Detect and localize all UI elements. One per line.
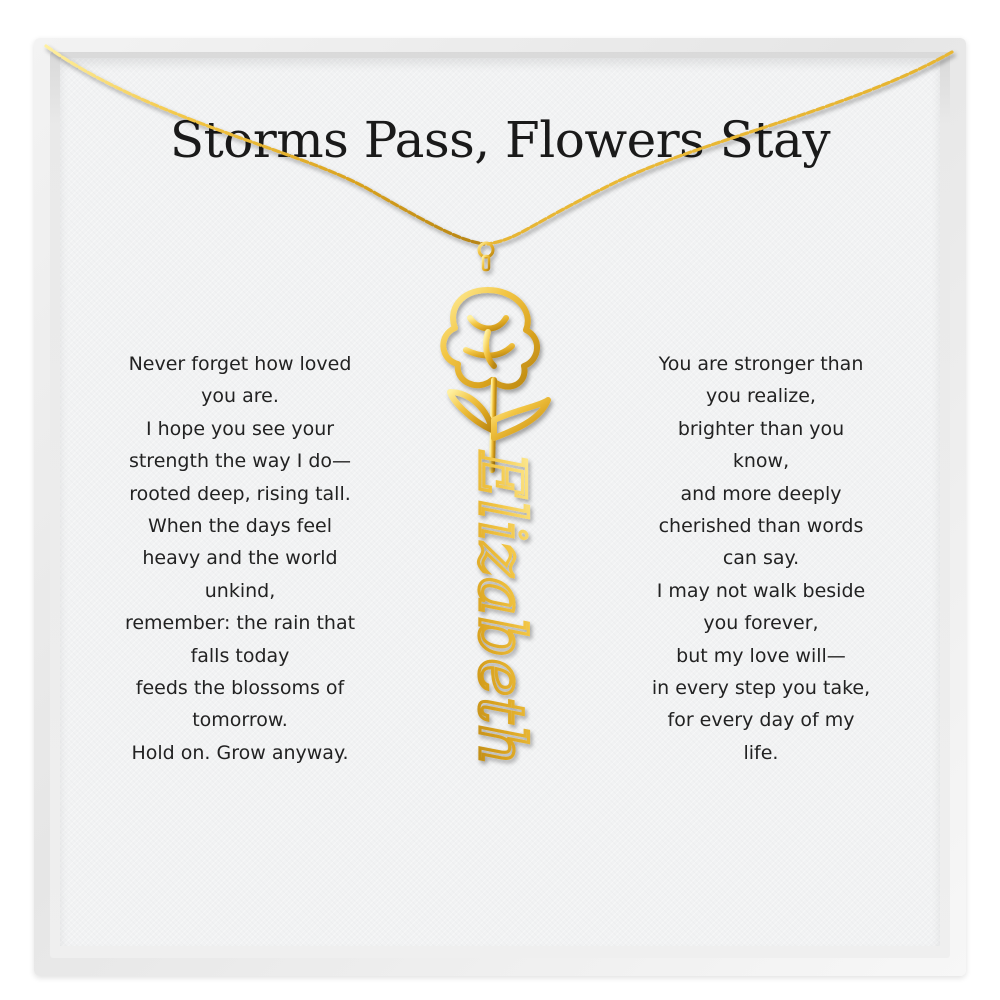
verse-line: strength the way I do— [128,450,352,473]
verse-line: remember: the rain that [124,612,356,635]
right-verse [616,348,906,769]
card-title: Storms Pass, Flowers Stay [169,111,831,169]
verse-line: I hope you see your [145,417,335,440]
verse-line: you are. [201,385,279,408]
verse-line: I may not walk beside [656,579,866,602]
verse-line: you realize, [706,385,816,408]
verse-line: for every day of my [667,709,855,732]
verse-line: know, [732,450,790,473]
verse-line: Hold on. Grow anyway. [131,741,349,764]
verse-line: you forever, [703,612,819,635]
verse-line: unkind, [204,579,276,602]
verse-line: Never forget how loved [128,353,352,375]
verse-line: heavy and the world [142,547,338,570]
verse-line: but my love will— [676,644,846,667]
verse-line: tomorrow. [192,709,288,732]
engraved-name: Elizabeth [464,452,538,767]
verse-line: cherished than words [658,515,864,538]
verse-line: brighter than you [677,417,845,440]
verse-line: and more deeply [680,482,842,505]
verse-line: in every step you take, [651,677,871,700]
verse-line: You are stronger than [658,353,864,375]
verse-line: falls today [190,644,290,667]
verse-line: life. [743,741,779,764]
verse-line: rooted deep, rising tall. [129,482,351,505]
verse-line: can say. [722,547,800,570]
left-verse [95,348,385,769]
verse-line: feeds the blossoms of [135,677,345,700]
verse-line: When the days feel [147,515,333,538]
